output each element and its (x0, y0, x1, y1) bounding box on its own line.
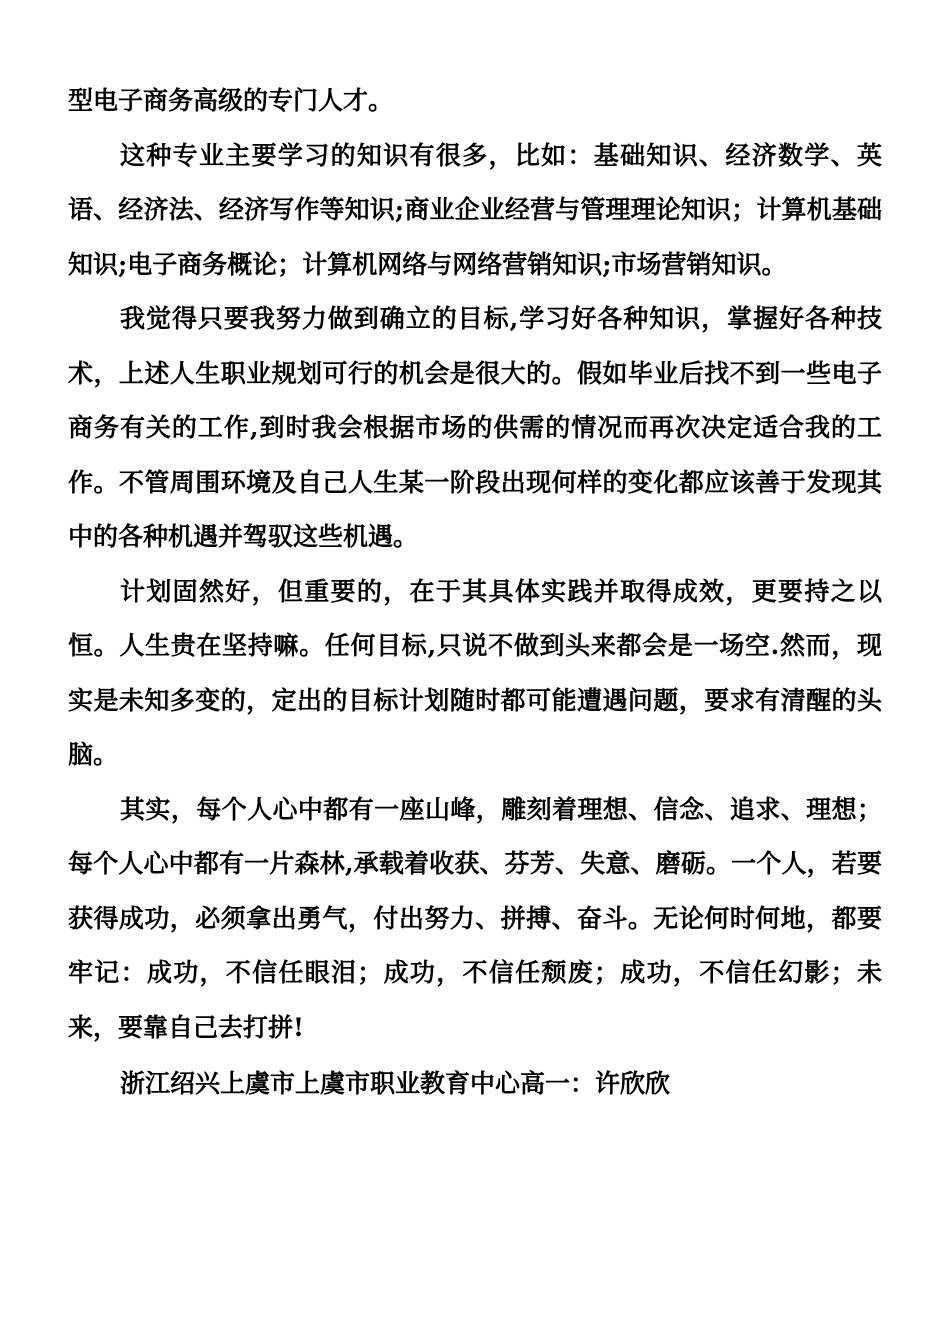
paragraph-conclusion: 其实，每个人心中都有一座山峰，雕刻着理想、信念、追求、理想；每个人心中都有一片森林,承载着收获、芬芳、失意、磨砺。一个人，若要获得成功，必须拿出勇气，付出努力、拼搏、奋斗。无论何时何地，都要牢记：成功，不信任眼泪；成功，不信任颓废；成功，不信任幻影；未来，要靠自己去打拼! (68, 794, 882, 1042)
paragraph-persistence: 计划固然好，但重要的，在于其具体实践并取得成效，更要持之以恒。人生贵在坚持嘛。任何目标,只说不做到头来都会是一场空.然而，现实是未知多变的，定出的目标计划随时都可能遭遇问题，要求有清醒的头脑。 (68, 576, 882, 769)
paragraph-major-knowledge: 这种专业主要学习的知识有很多，比如：基础知识、经济数学、英语、经济法、经济写作等知识;商业企业经营与管理理论知识；计算机基础知识;电子商务概论；计算机网络与网络营销知识;市场营销知识。 (68, 140, 882, 279)
document-body (68, 74, 882, 1112)
paragraph-continuation: 型电子商务高级的专门人才。 (68, 86, 394, 115)
author-signature: 浙江绍兴上虞市上虞市职业教育中心高一：许欣欣 (120, 1069, 671, 1098)
paragraph-goal-feasibility: 我觉得只要我努力做到确立的目标,学习好各种知识，掌握好各种技术，上述人生职业规划可行的机会是很大的。假如毕业后找不到一些电子商务有关的工作,到时我会根据市场的供需的情况而再次决定适合我的工作。不管周围环境及自己人生某一阶段出现何样的变化都应该善于发现其中的各种机遇并驾驭这些机遇。 (68, 304, 882, 551)
